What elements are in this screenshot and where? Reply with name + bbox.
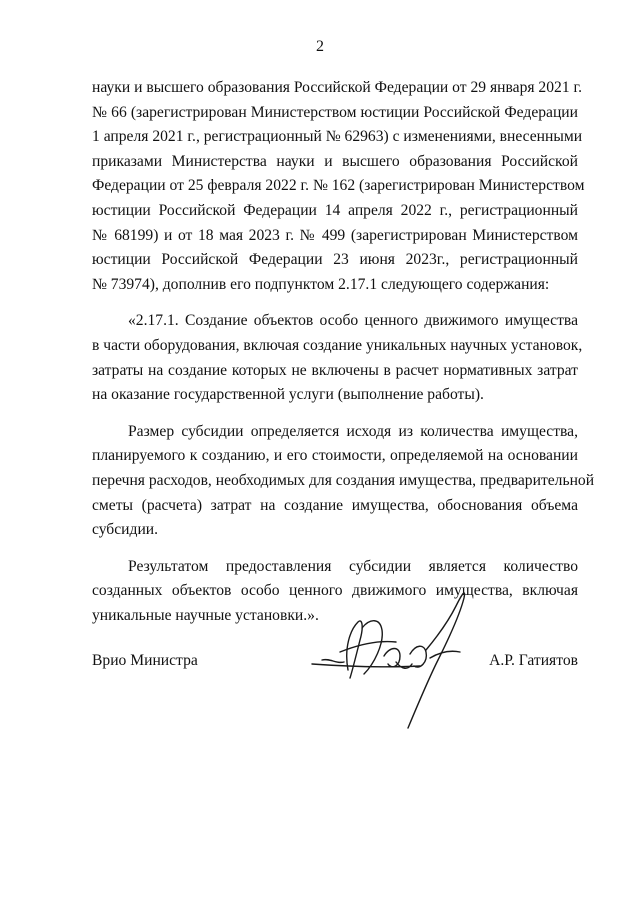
text-line: приказами Министерства науки и высшего образования Российской <box>92 152 578 170</box>
text-line: «2.17.1. Создание объектов особо ценного движимого имущества <box>128 312 578 330</box>
text-line: Результатом предоставления субсидии является количество <box>128 557 578 575</box>
paragraph-gap <box>92 297 578 309</box>
paragraph <box>92 420 595 543</box>
text-line: № 68199) и от 18 мая 2023 г. № 499 (зарегистрирован Министерством <box>92 226 578 244</box>
text-line: на оказание государственной услуги (выполнение работы). <box>92 386 484 404</box>
text-line: юстиции Российской Федерации 14 апреля 2022 г., регистрационный <box>92 201 578 219</box>
text-line: сметы (расчета) затрат на создание имущества, обоснования объема <box>92 496 578 514</box>
paragraph-gap <box>92 408 578 420</box>
handwritten-signature <box>300 578 490 748</box>
document-body <box>92 76 595 628</box>
text-line: в части оборудования, включая создание уникальных научных установок, <box>92 336 583 354</box>
paragraph <box>92 309 583 407</box>
text-line: № 66 (зарегистрирован Министерством юстиции Российской Федерации <box>92 103 578 121</box>
text-line: юстиции Российской Федерации 23 июня 2023г., регистрационный <box>92 251 578 269</box>
text-line: науки и высшего образования Российской Федерации от 29 января 2021 г. <box>92 79 583 96</box>
text-line: планируемого к созданию, и его стоимости, определяемой на основании <box>92 447 578 465</box>
signatory-position: Врио Министра <box>92 652 198 669</box>
text-line: № 73974), дополнив его подпунктом 2.17.1 следующего содержания: <box>92 275 550 293</box>
paragraph-gap <box>92 543 578 555</box>
signatory-name: А.Р. Гатиятов <box>489 652 578 669</box>
text-line: уникальные научные установки.». <box>92 606 319 624</box>
paragraph <box>92 76 585 297</box>
page-number: 2 <box>316 38 324 55</box>
text-line: Размер субсидии определяется исходя из количества имущества, <box>128 422 578 440</box>
text-line: созданных объектов особо ценного движимого имущества, включая <box>92 582 578 600</box>
text-line: перечня расходов, необходимых для создания имущества, предварительной <box>92 471 595 489</box>
text-line: затраты на создание которых не включены в расчет нормативных затрат <box>92 361 578 379</box>
text-line: Федерации от 25 февраля 2022 г. № 162 (зарегистрирован Министерством <box>92 177 585 195</box>
text-line: субсидии. <box>92 521 159 539</box>
text-line: 1 апреля 2021 г., регистрационный № 62963) с изменениями, внесенными <box>92 128 583 146</box>
